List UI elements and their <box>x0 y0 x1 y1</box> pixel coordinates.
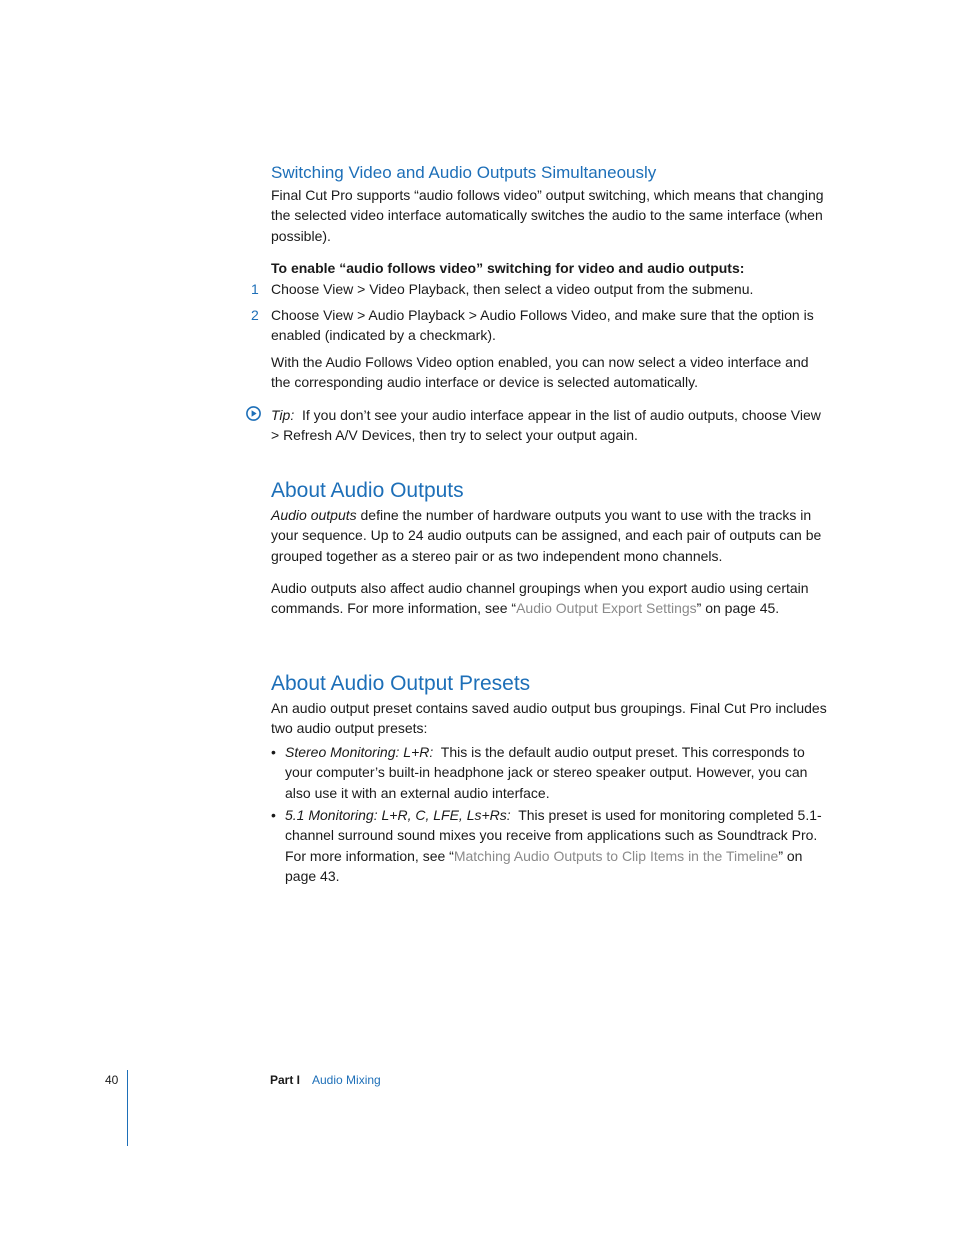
section-intro: Final Cut Pro supports “audio follows video” output switching, which means that changing the selected video interface automatically switches the audio to the same interface (when possible). <box>271 187 824 244</box>
step-number: 2 <box>251 307 259 323</box>
presets-intro: An audio output preset contains saved audio output bus groupings. Final Cut Pro includes two audio output presets: <box>271 700 827 737</box>
bullet-term: 5.1 Monitoring: L+R, C, LFE, Ls+Rs: <box>285 807 511 823</box>
bullet-item <box>285 742 831 803</box>
audio-outputs-paragraph <box>271 505 831 566</box>
step-text: Choose View > Video Playback, then select a video output from the submenu. <box>271 281 754 297</box>
matching-outputs-link[interactable]: Matching Audio Outputs to Clip Items in the Timeline <box>453 847 779 864</box>
bullet-text: ” on page 43. <box>285 847 803 884</box>
audio-outputs-export-paragraph <box>271 578 831 619</box>
bullet-item <box>285 805 831 886</box>
body-text: ” on page 45. <box>696 600 780 617</box>
step-text: Choose View > Audio Playback > Audio Follows Video, and make sure that the option is enabled (indicated by a checkmark). <box>271 307 814 344</box>
section-heading-audio-outputs: About Audio Outputs <box>271 479 464 502</box>
step-number: 1 <box>251 281 259 297</box>
page-number: 40 <box>105 1073 119 1087</box>
after-steps-paragraph: With the Audio Follows Video option enabled, you can now select a video interface and the corresponding audio interface or device is selected automatically. <box>271 354 809 391</box>
bullet-term: Stereo Monitoring: L+R: <box>285 744 434 760</box>
footer-chapter: Audio Mixing <box>312 1073 381 1087</box>
bullet-marker: • <box>271 807 276 823</box>
export-settings-link[interactable]: Audio Output Export Settings <box>516 600 697 617</box>
bullet-text: This preset is used for monitoring completed 5.1-channel surround sound mixes you receive from applications such as Soundtrack Pro. For more information, see “ <box>285 807 822 864</box>
tip-paragraph <box>271 405 831 446</box>
bullet-marker: • <box>271 744 276 760</box>
tip-text: If you don’t see your audio interface appear in the list of audio outputs, choose View > Refresh A/V Devices, then try to select your output again. <box>271 407 821 444</box>
body-text: define the number of hardware outputs you want to use with the tracks in your sequence. Up to 24 audio outputs can be assigned, and each pair of outputs can be grouped together as a stereo pair or as two independent mono channels. <box>271 507 822 564</box>
bullet-text: This is the default audio output preset. This corresponds to your computer’s built-in headphone jack or stereo speaker output. However, you can also use it with an external audio interface. <box>285 744 808 801</box>
tip-label: Tip: <box>271 407 295 423</box>
footer-divider <box>127 1070 128 1146</box>
section-heading-output-presets: About Audio Output Presets <box>271 672 531 695</box>
section-heading-switching: Switching Video and Audio Outputs Simultaneously <box>271 163 657 182</box>
task-title: To enable “audio follows video” switching for video and audio outputs: <box>271 260 745 276</box>
tip-arrow-icon <box>246 406 261 421</box>
body-text: Audio outputs also affect audio channel groupings when you export audio using certain commands. For more information, see “ <box>271 580 809 617</box>
footer-part: Part I <box>270 1073 301 1087</box>
term: Audio outputs <box>271 507 357 523</box>
